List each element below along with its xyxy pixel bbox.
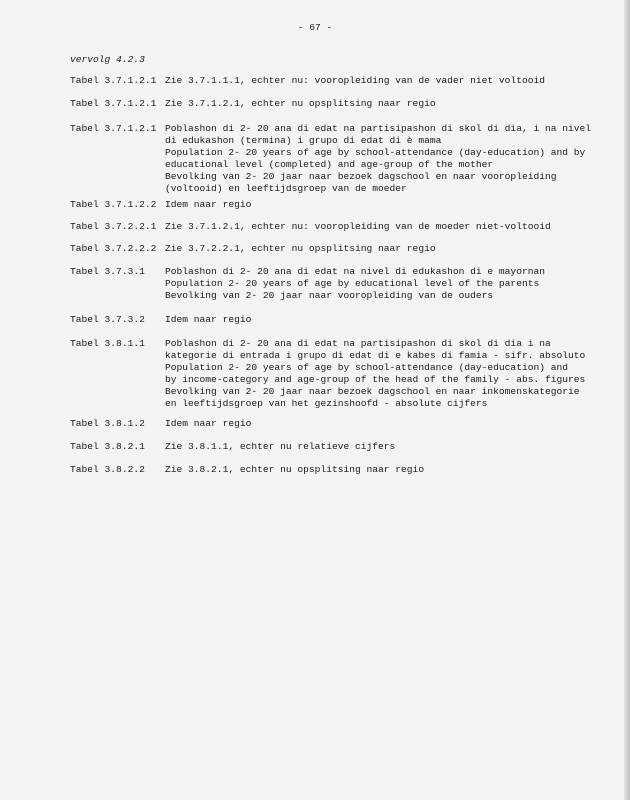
table-description (165, 464, 424, 476)
continuation-heading: vervolg 4.2.3 (70, 54, 145, 65)
table-description (165, 338, 585, 410)
description-line: Idem naar regio (165, 418, 252, 429)
description-line: Poblashon di 2- 20 ana di edat na nivel di edukashon di e mayornan (165, 266, 545, 277)
description-line: Population 2- 20 years of age by educational level of the parents (165, 278, 540, 289)
description-line: Idem naar regio (165, 314, 252, 325)
page-edge-shadow (624, 0, 630, 800)
table-number: Tabel 3.7.2.2.1 (70, 221, 157, 232)
description-line: Zie 3.7.1.1.1, echter nu: vooropleiding van de vader niet voltooid (165, 75, 545, 86)
table-description (165, 266, 545, 302)
table-number: Tabel 3.8.1.1 (70, 338, 145, 349)
description-line: by income-category and age-group of the head of the family - abs. figures (165, 374, 586, 385)
description-line: en leeftijdsgroep van het gezinshoofd - absolute cijfers (165, 398, 488, 409)
description-line: Zie 3.8.2.1, echter nu opsplitsing naar regio (165, 464, 425, 475)
table-number: Tabel 3.7.1.2.1 (70, 75, 157, 86)
description-line: (voltooid) en leeftijdsgroep van de moeder (165, 183, 407, 194)
table-description (165, 75, 545, 87)
table-number: Tabel 3.8.2.1 (70, 441, 145, 452)
table-number: Tabel 3.7.1.2.1 (70, 123, 157, 134)
description-line: Population 2- 20 years of age by school-attendance (day-education) and (165, 362, 569, 373)
description-line: Zie 3.7.1.2.1, echter nu: vooropleiding van de moeder niet-voltooid (165, 221, 551, 232)
description-line: Zie 3.7.1.2.1, echter nu opsplitsing naar regio (165, 98, 436, 109)
table-number: Tabel 3.8.1.2 (70, 418, 145, 429)
table-number: Tabel 3.7.1.2.2 (70, 199, 157, 210)
table-description (165, 418, 251, 430)
table-description (165, 123, 591, 195)
table-description (165, 221, 551, 233)
page-number: - 67 - (297, 22, 333, 33)
table-description (165, 441, 395, 453)
table-description (165, 243, 436, 255)
table-number: Tabel 3.8.2.2 (70, 464, 145, 475)
description-line: Zie 3.7.2.2.1, echter nu opsplitsing naar regio (165, 243, 436, 254)
description-line: kategorie di entrada i grupo di edat di e kabes di famia - sifr. absoluto (165, 350, 586, 361)
table-number: Tabel 3.7.3.1 (70, 266, 145, 277)
description-line: educational level (completed) and age-group of the mother (165, 159, 494, 170)
description-line: Poblashon di 2- 20 ana di edat na partisipashon di skol di dia, i na nivel (165, 123, 592, 134)
description-line: di edukashon (termina) i grupo di edat di è mama (165, 135, 442, 146)
table-description (165, 199, 251, 211)
table-number: Tabel 3.7.3.2 (70, 314, 145, 325)
description-line: Poblashon di 2- 20 ana di edat na partisipashon di skol di dia i na (165, 338, 551, 349)
description-line: Bevolking van 2- 20 jaar naar bezoek dagschool en naar vooropleiding (165, 171, 557, 182)
table-description (165, 98, 436, 110)
description-line: Idem naar regio (165, 199, 252, 210)
table-number: Tabel 3.7.1.2.1 (70, 98, 157, 109)
description-line: Zie 3.8.1.1, echter nu relatieve cijfers (165, 441, 396, 452)
description-line: Population 2- 20 years of age by school-attendance (day-education) and by (165, 147, 586, 158)
description-line: Bevolking van 2- 20 jaar naar bezoek dagschool en naar inkomenskategorie (165, 386, 580, 397)
table-description (165, 314, 251, 326)
description-line: Bevolking van 2- 20 jaar naar vooropleiding van de ouders (165, 290, 494, 301)
table-number: Tabel 3.7.2.2.2 (70, 243, 157, 254)
